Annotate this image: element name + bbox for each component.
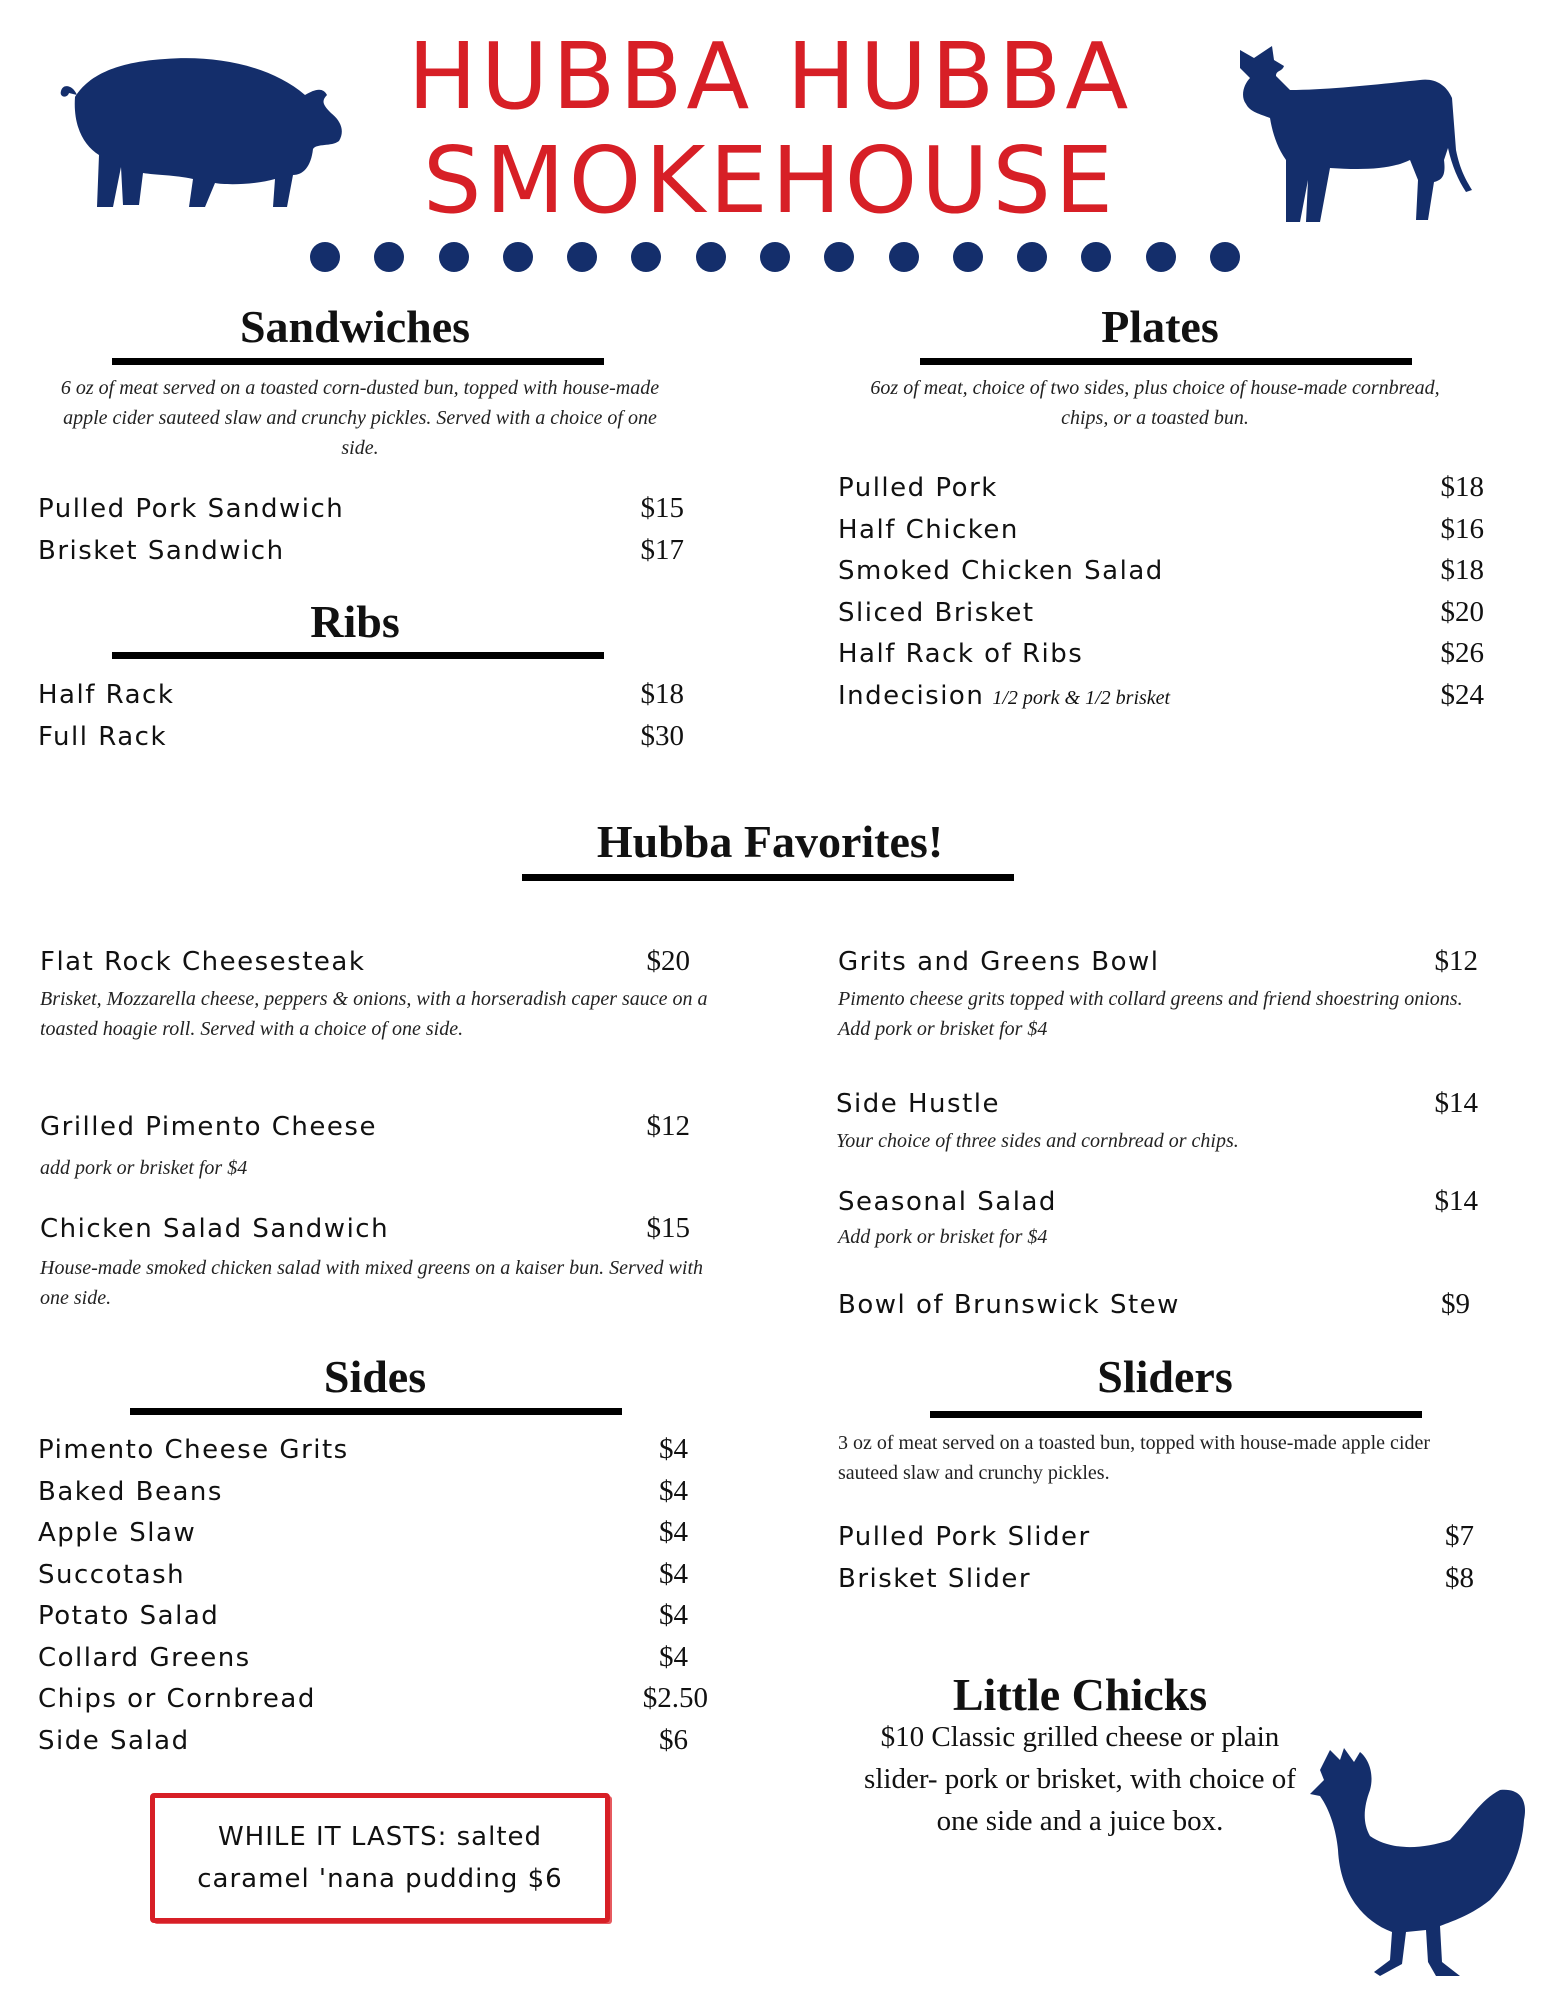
plates-rule — [920, 358, 1412, 365]
menu-item-price: $4 — [659, 1433, 688, 1465]
menu-item-price: $20 — [1440, 595, 1484, 628]
menu-item — [38, 1475, 708, 1517]
decorative-dot — [631, 242, 661, 272]
menu-item — [38, 678, 684, 720]
menu-item-price: $16 — [1440, 512, 1484, 545]
little-chicks-line: slider- pork or brisket, with choice of — [864, 1763, 1296, 1795]
menu-item-price: $26 — [1440, 637, 1484, 669]
menu-item-price: $4 — [659, 1557, 688, 1590]
menu-item-price: $8 — [1445, 1561, 1474, 1594]
menu-item-name: Sliced Brisket — [838, 597, 1035, 628]
menu-item-price: $4 — [659, 1599, 688, 1631]
menu-item-name: Smoked Chicken Salad — [838, 556, 1164, 586]
menu-item-name: Pulled Pork — [838, 473, 998, 503]
menu-item — [38, 1724, 708, 1766]
decorative-dot — [1081, 242, 1111, 272]
menu-item — [38, 1599, 708, 1641]
menu-item-price: $7 — [1445, 1520, 1474, 1552]
menu-item-price: $4 — [659, 1474, 688, 1507]
menu-item-description: Brisket, Mozzarella cheese, peppers & onions, with a horseradish caper sauce on a toasted hoagie roll. Served with a choice of one side. — [40, 988, 708, 1040]
menu-item — [38, 492, 684, 534]
menu-item-price: $12 — [646, 1110, 690, 1142]
special-line-2: caramel 'nana pudding $6 — [197, 1864, 563, 1894]
favorite-item — [40, 945, 708, 1044]
menu-item-name: Side Salad — [38, 1725, 190, 1756]
menu-item-price: $12 — [1434, 945, 1478, 977]
menu-item-name: Chicken Salad Sandwich — [40, 1214, 390, 1244]
menu-item-price: $30 — [640, 719, 684, 752]
menu-item — [838, 596, 1484, 638]
plates-heading: Plates — [1101, 301, 1219, 352]
favorites-rule — [522, 874, 1014, 881]
menu-item-name: Collard Greens — [38, 1642, 251, 1673]
sandwiches-description: 6 oz of meat served on a toasted corn-dusted bun, topped with house-made apple cider sauteed slaw and crunchy pickles. Served with a choice of one side. — [60, 377, 660, 459]
little-chicks-description — [820, 1716, 1340, 1842]
menu-item-price: $15 — [640, 492, 684, 524]
favorite-item — [836, 1087, 1478, 1156]
sandwiches-heading: Sandwiches — [239, 301, 471, 352]
menu-item-description: Pimento cheese grits topped with collard greens and friend shoestring onions. Add pork or brisket for $4 — [838, 988, 1463, 1040]
menu-item-price: $15 — [646, 1212, 690, 1244]
menu-item-name: Grits and Greens Bowl — [838, 947, 1160, 977]
menu-item — [38, 1641, 708, 1683]
menu-item-price: $4 — [659, 1516, 688, 1548]
favorite-item — [40, 1110, 690, 1183]
sides-heading: Sides — [323, 1351, 427, 1402]
menu-item-price: $14 — [1434, 1185, 1478, 1217]
menu-item — [838, 1562, 1474, 1604]
menu-item — [838, 679, 1484, 721]
menu-item-description: House-made smoked chicken salad with mixed greens on a kaiser bun. Served with one side. — [40, 1257, 703, 1309]
menu-item-name: Full Rack — [38, 721, 168, 752]
ribs-rule — [112, 652, 604, 659]
decorative-dot — [696, 242, 726, 272]
decorative-dot — [503, 242, 533, 272]
menu-item-price: $24 — [1440, 678, 1484, 711]
decorative-dot — [824, 242, 854, 272]
special-line-1: WHILE IT LASTS: salted — [217, 1822, 543, 1852]
restaurant-title-line1: HUBBA HUBBA — [407, 23, 1133, 130]
menu-item-price: $9 — [1441, 1288, 1470, 1320]
ribs-list — [38, 678, 684, 761]
menu-item — [838, 513, 1484, 555]
menu-item-note: 1/2 pork & 1/2 brisket — [992, 686, 1171, 709]
decorative-dot — [953, 242, 983, 272]
decorative-dot — [310, 242, 340, 272]
favorite-item — [838, 1288, 1470, 1321]
menu-item-name: Bowl of Brunswick Stew — [838, 1290, 1180, 1320]
menu-item-name: Potato Salad — [38, 1601, 220, 1631]
menu-item-name — [838, 681, 1170, 711]
sliders-list — [838, 1520, 1474, 1603]
decorative-dot — [889, 242, 919, 272]
menu-item-name: Side Hustle — [836, 1089, 1000, 1119]
menu-item — [838, 471, 1484, 513]
decorative-dot — [439, 242, 469, 272]
decorative-dot — [1146, 242, 1176, 272]
little-chicks-heading: Little Chicks — [952, 1669, 1208, 1720]
sides-list — [38, 1433, 708, 1765]
menu-item-price: $20 — [646, 945, 690, 977]
cow-icon — [1220, 40, 1480, 230]
special-box — [150, 1793, 610, 1923]
little-chicks-line: $10 Classic grilled cheese or plain — [880, 1721, 1280, 1753]
menu-item-name: Pimento Cheese Grits — [38, 1435, 349, 1465]
menu-item — [838, 554, 1484, 596]
menu-item-name: Succotash — [38, 1559, 186, 1590]
plates-list — [838, 471, 1484, 720]
favorites-heading: Hubba Favorites! — [596, 816, 944, 867]
menu-item-price: $2.50 — [642, 1682, 708, 1714]
menu-item-name: Half Rack of Ribs — [838, 639, 1084, 669]
ribs-heading: Ribs — [310, 596, 400, 647]
menu-item-name: Apple Slaw — [38, 1518, 197, 1548]
menu-item-price: $18 — [1440, 471, 1484, 503]
menu-item-name: Brisket Slider — [838, 1563, 1032, 1594]
decorative-dot — [1210, 242, 1240, 272]
favorite-item — [40, 1212, 703, 1313]
chicken-icon — [1310, 1740, 1530, 1990]
little-chicks-line: one side and a juice box. — [936, 1805, 1224, 1837]
menu-item-name: Baked Beans — [38, 1476, 223, 1507]
menu-item-name: Flat Rock Cheesesteak — [40, 947, 366, 977]
restaurant-title-line2: SMOKEHOUSE — [422, 127, 1118, 234]
menu-item-price: $6 — [659, 1723, 688, 1756]
menu-item-price: $14 — [1434, 1087, 1478, 1119]
menu-item-price: $4 — [659, 1640, 688, 1673]
decorative-dot-row — [310, 242, 1240, 282]
favorite-item — [838, 945, 1478, 1044]
menu-item-name: Brisket Sandwich — [38, 535, 285, 566]
menu-item-name: Seasonal Salad — [838, 1187, 1057, 1217]
sliders-description: 3 oz of meat served on a toasted bun, topped with house-made apple cider sauteed slaw and crunchy pickles. — [838, 1432, 1431, 1484]
plates-description: 6oz of meat, choice of two sides, plus choice of house-made cornbread, chips, or a toasted bun. — [870, 377, 1440, 429]
menu-item — [38, 1516, 708, 1558]
menu-item-name: Pulled Pork Slider — [838, 1522, 1091, 1552]
menu-item-price: $18 — [640, 678, 684, 710]
menu-item — [38, 1682, 708, 1724]
decorative-dot — [1017, 242, 1047, 272]
menu-item — [838, 1520, 1474, 1562]
menu-item-label: Indecision — [838, 680, 985, 711]
menu-item — [38, 534, 684, 576]
menu-item — [38, 720, 684, 762]
sliders-rule — [930, 1411, 1422, 1418]
menu-item-name: Half Rack — [38, 680, 175, 710]
menu-item-description: add pork or brisket for $4 — [40, 1157, 248, 1179]
favorite-item — [838, 1185, 1478, 1252]
menu-item — [38, 1433, 708, 1475]
decorative-dot — [567, 242, 597, 272]
menu-item-price: $17 — [640, 533, 684, 566]
decorative-dot — [374, 242, 404, 272]
menu-item-price: $18 — [1440, 554, 1484, 586]
pig-icon — [55, 55, 345, 215]
menu-item — [838, 637, 1484, 679]
menu-item-name: Grilled Pimento Cheese — [40, 1112, 377, 1142]
sides-rule — [130, 1408, 622, 1415]
menu-item-description: Add pork or brisket for $4 — [838, 1226, 1048, 1248]
sandwiches-rule — [112, 358, 604, 365]
menu-item-name: Half Chicken — [838, 514, 1019, 545]
menu-item — [38, 1558, 708, 1600]
sandwiches-list — [38, 492, 684, 575]
menu-item-description: Your choice of three sides and cornbread or chips. — [836, 1130, 1239, 1152]
menu-item-name: Chips or Cornbread — [38, 1684, 316, 1714]
sliders-heading: Sliders — [1097, 1351, 1233, 1402]
menu-item-name: Pulled Pork Sandwich — [38, 494, 345, 524]
decorative-dot — [760, 242, 790, 272]
